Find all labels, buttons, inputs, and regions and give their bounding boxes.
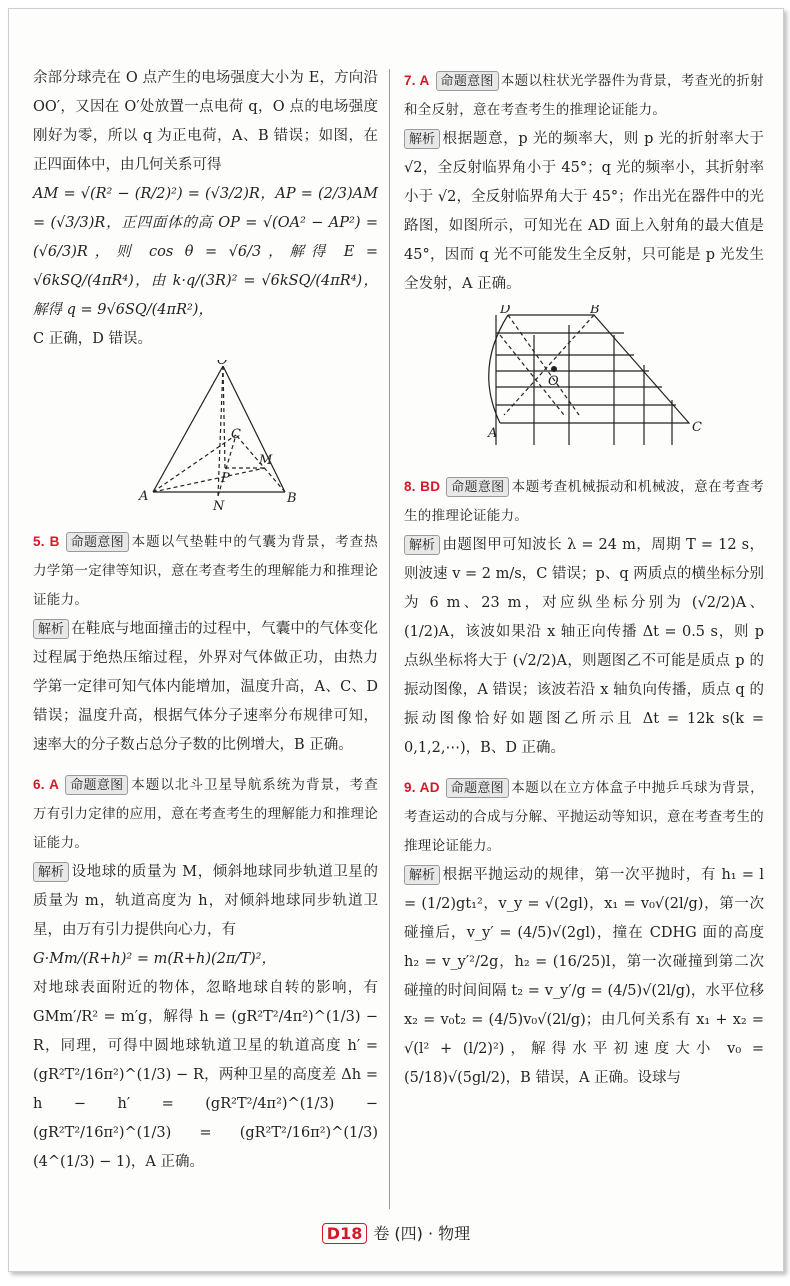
column-divider xyxy=(389,69,390,1209)
question-9-intent: 本题以在立方体盒子中抛乒乓球为背景，考查运动的合成与分解、平抛运动等知识，意在考查考生的推理论证能力。 xyxy=(404,780,764,854)
tetrahedron-figure xyxy=(33,360,378,521)
question-7-number: 7. A xyxy=(404,73,430,88)
optics-ray-diagram xyxy=(404,305,764,466)
fig-label-p: P xyxy=(221,471,230,486)
question-9-analysis-tag: 解析 xyxy=(404,865,440,885)
exam-answer-page xyxy=(8,8,784,1272)
question-8-intent: 本题考查机械振动和机械波，意在考查考生的推理论证能力。 xyxy=(404,479,764,524)
question-8-analysis: 由题图甲可知波长 λ = 24 m，周期 T = 12 s，则波速 v = 2 m/s，C 错误；p、q 两质点的横坐标分别为 6 m、23 m，对应纵坐标分别为 (√2/2)A、(1/2)A，该波如果沿 x 轴正向传播 Δt = 0.5 s，则 p 点纵坐标将大于 (√2/2)A，则题图乙不可能是质点 p 的振动图像，A 错误；该波若沿 x 轴负向传播，质点 q 的振动图像恰好如题图乙所示且 Δt = 12k s(k = 0,1,2,⋯)，B、D 正确。 xyxy=(404,537,764,756)
question-6-analysis-2: 对地球表面附近的物体，忽略地球自转的影响，有 GMm′/R² = m′g，解得 h = (gR²T²/4π²)^(1/3) − R，同理，可得中圆地球轨道卫星的轨道高度 h′ = (gR²T²/16π²)^(1/3) − R，两种卫星的高度差 Δh = h − h′ = (gR²T²/4π²)^(1/3) − (gR²T²/16π²)^(1/3) = (gR²T²/16π²)^(1/3)(4^(1/3) − 1)，A 正确。 xyxy=(33,980,378,1170)
fig-label-m: M xyxy=(259,453,273,468)
question-7-intent: 本题以柱状光学器件为背景，考查光的折射和全反射，意在考查考生的推理论证能力。 xyxy=(404,73,764,118)
fig-label-a: A xyxy=(139,489,149,504)
continued-solution-2: AM = √(R² − (R/2)²) = (√3/2)R，AP = (2/3)AM = (√3/3)R，正四面体的高 OP = √(OA² − AP²) = (√6/3)R，则 cos θ = √6/3，解得 E = √6kSQ/(4πR⁴)，由 k·q/(3R)² = √6kSQ/(4πR⁴)，解得 q = 9√6SQ/(4πR²)， xyxy=(33,186,378,318)
question-8-intent-tag: 命题意图 xyxy=(446,477,509,497)
question-5-analysis: 在鞋底与地面撞击的过程中，气囊中的气体变化过程属于绝热压缩过程，外界对气体做正功，由热力学第一定律可知气体内能增加，温度升高，A、C、D 错误；温度升高，根据气体分子速率分布规律可知，速率大的分子数占总分子数的比例增大，B 正确。 xyxy=(33,621,378,753)
question-6-analysis-tag: 解析 xyxy=(33,862,69,882)
question-9-number: 9. AD xyxy=(404,780,440,795)
left-column xyxy=(33,64,378,1177)
optics-label-b: B xyxy=(590,305,600,317)
question-6-intent-tag: 命题意图 xyxy=(65,775,128,795)
question-8-analysis-tag: 解析 xyxy=(404,535,440,555)
optics-label-c: C xyxy=(692,420,702,435)
page-footer xyxy=(9,1221,783,1244)
question-6-equation-1: G·Mm/(R+h)² = m(R+h)(2π/T)²， xyxy=(33,951,276,967)
question-5-intent-tag: 命题意图 xyxy=(66,532,129,552)
fig-label-n: N xyxy=(213,499,225,510)
fig-label-c: C xyxy=(231,427,241,442)
question-9-analysis: 根据平抛运动的规律，第一次平抛时，有 h₁ = l = (1/2)gt₁²，v_y = √(2gl)，x₁ = v₀√(2l/g)，第一次碰撞后，v_y′ = (4/5)√(2gl)，撞在 CDHG 面的高度 h₂ = v_y′²/2g，h₂ = (16/25)l，第一次碰撞到第二次碰撞的时间间隔 t₂ = v_y′/g = (4/5)√(2l/g)，水平位移 x₂ = v₀t₂ = (4/5)v₀√(2l/g)；由几何关系有 x₁ + x₂ = √(l² + (l/2)²)，解得水平初速度大小 v₀ = (5/18)√(5gl/2)，B 错误，A 正确。设球与 xyxy=(404,867,764,1086)
question-6-analysis-1: 设地球的质量为 M，倾斜地球同步轨道卫星的质量为 m，轨道高度为 h，对倾斜地球同步轨道卫星，由万有引力提供向心力，有 xyxy=(33,864,378,938)
question-6 xyxy=(33,770,378,1177)
footer-text: 卷 (四) · 物理 xyxy=(373,1224,471,1243)
question-8 xyxy=(404,472,764,763)
page-code: D18 xyxy=(322,1223,368,1244)
continued-solution-1: 余部分球壳在 O 点产生的电场强度大小为 E，方向沿 OO′，又因在 O′处放置一点电荷 q，O 点的电场强度刚好为零，所以 q 为正电荷，A、B 错误；如图，在正四面体中，由几何关系可得 xyxy=(33,70,378,173)
question-5-intent: 本题以气垫鞋中的气囊为背景，考查热力学第一定律等知识，意在考查考生的理解能力和推理论证能力。 xyxy=(33,534,378,608)
question-6-number: 6. A xyxy=(33,777,60,792)
optics-label-d: D xyxy=(500,305,511,317)
question-5 xyxy=(33,527,378,760)
right-column xyxy=(404,64,764,1093)
question-7 xyxy=(404,66,764,466)
question-5-analysis-tag: 解析 xyxy=(33,619,69,639)
continued-solution-3: C 正确，D 错误。 xyxy=(33,331,152,347)
question-7-analysis: 根据题意，p 光的频率大，则 p 光的折射率大于 √2，全反射临界角小于 45°；q 光的频率小，其折射率小于 √2，全反射临界角大于 45°；作出光在器件中的光路图，如图所示，可知光在 AD 面上入射角的最大值是 45°，因而 q 光不可能发生全反射，只可能是 p 光发生全发射，A 正确。 xyxy=(404,131,764,292)
question-8-number: 8. BD xyxy=(404,479,441,494)
fig-label-o: O xyxy=(217,360,228,368)
optics-label-a: A xyxy=(488,426,498,441)
question-7-analysis-tag: 解析 xyxy=(404,129,440,149)
fig-label-b: B xyxy=(287,491,297,506)
question-9 xyxy=(404,773,764,1093)
question-5-number: 5. B xyxy=(33,534,60,549)
question-9-intent-tag: 命题意图 xyxy=(446,778,509,798)
question-7-intent-tag: 命题意图 xyxy=(436,71,499,91)
optics-label-o: O xyxy=(548,374,559,389)
question-6-intent: 本题以北斗卫星导航系统为背景，考查万有引力定律的应用，意在考查考生的理解能力和推理论证能力。 xyxy=(33,777,378,851)
